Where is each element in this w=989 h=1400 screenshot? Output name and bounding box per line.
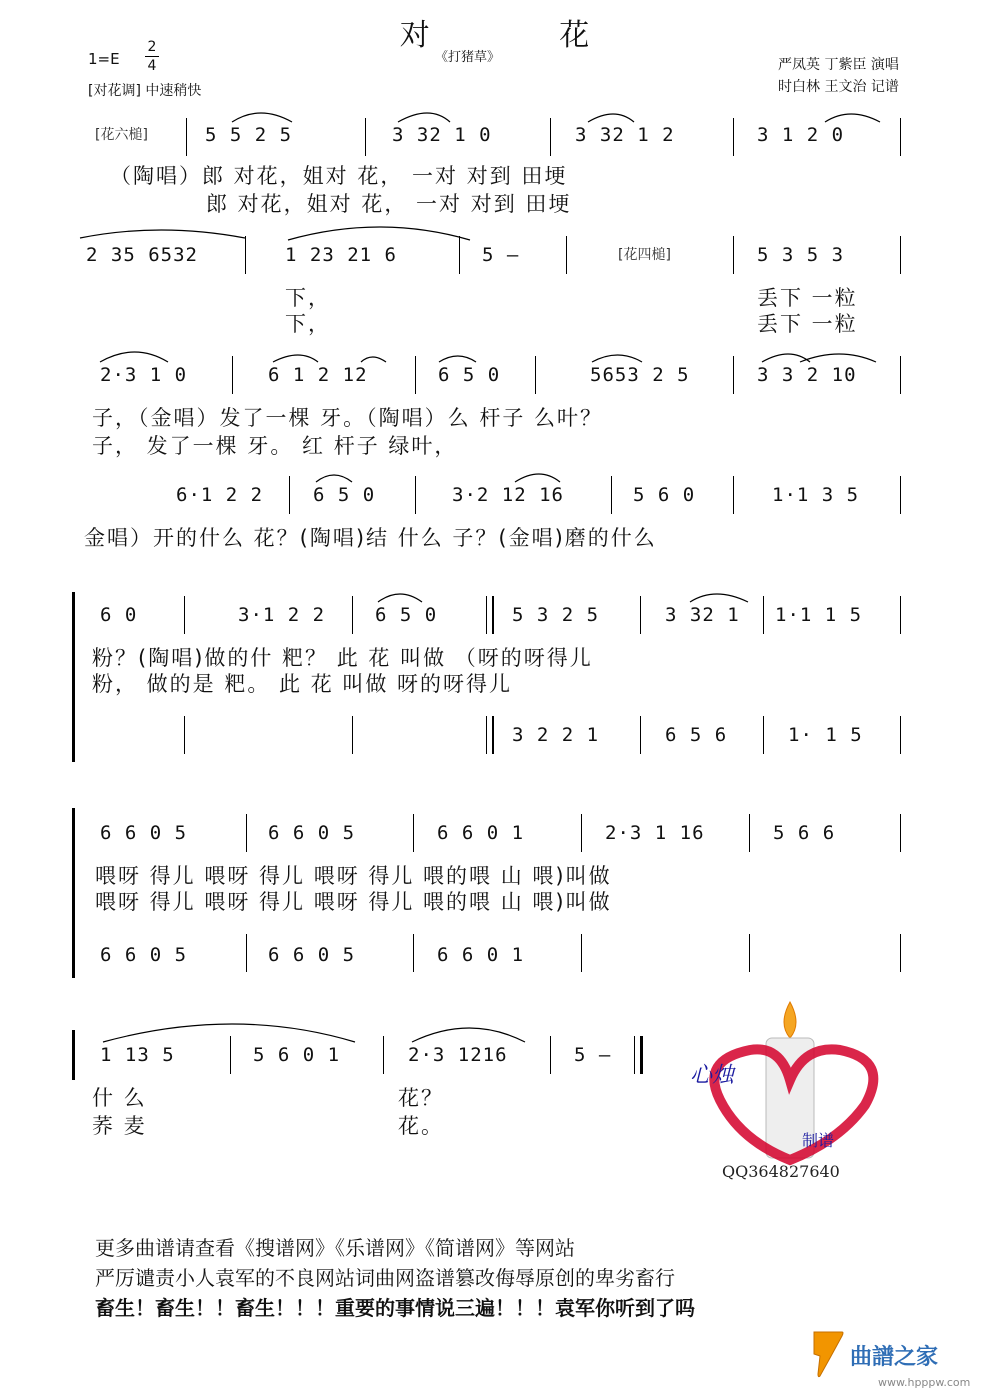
- measure-notes: 1 13 5: [100, 1044, 175, 1066]
- measure-notes: 6 5 0: [438, 364, 501, 386]
- lyric-line: 丢下 一粒: [757, 312, 858, 336]
- song-title: 对 花: [399, 18, 650, 53]
- slur: [316, 475, 352, 482]
- measure-notes: 6 5 0: [375, 604, 438, 626]
- measure-notes: 3 2 2 1: [512, 724, 600, 746]
- logo-qq: QQ364827640: [722, 1162, 840, 1181]
- lyric-line: 下，: [285, 312, 331, 336]
- time-signature-bottom: 4: [147, 58, 157, 74]
- measure-notes: 5 –: [574, 1044, 612, 1066]
- measure-notes: 6 5 6: [665, 724, 728, 746]
- measure-notes: 5 5 2 5: [205, 124, 293, 146]
- slur: [273, 355, 318, 362]
- measure-notes: 2·3 1 16: [605, 822, 705, 844]
- measure-notes: 2·3 1216: [408, 1044, 508, 1066]
- measure-notes: 6 5 0: [313, 484, 376, 506]
- measure-notes: 6 6 0 1: [437, 944, 525, 966]
- tempo-marking: [对花调] 中速稍快: [88, 83, 202, 99]
- lyric-line: 粉？(陶唱)做的什 粑？ 此 花 叫做 （呀的呀得儿: [92, 646, 593, 670]
- slur: [100, 352, 168, 362]
- measure-notes: 6 6 0 5: [100, 822, 188, 844]
- slur: [588, 114, 634, 122]
- brand-url: www.hpppw.com: [878, 1376, 971, 1389]
- measure-notes: 1· 1 5: [788, 724, 863, 746]
- slur: [232, 113, 292, 122]
- lyric-line: 花？: [398, 1086, 444, 1110]
- lyric-line: 丢下 一粒: [757, 286, 858, 310]
- measure-notes: 1·1 3 5: [772, 484, 860, 506]
- measure-notes: 3·1 2 2: [238, 604, 326, 626]
- measure-notes: 6 1 2 12: [268, 364, 368, 386]
- measure-notes: 1·1 1 5: [775, 604, 863, 626]
- lyric-line: 郎 对花，姐对 花， 一对 对到 田埂: [206, 192, 572, 216]
- brand-name: 曲譜之家: [850, 1345, 939, 1370]
- slur: [378, 594, 422, 602]
- slur: [412, 1028, 525, 1042]
- measure-notes: 6 0: [100, 604, 138, 626]
- footer-line-1: 更多曲谱请查看《搜谱网》《乐谱网》《简谱网》等网站: [95, 1236, 575, 1260]
- measure-notes: 5653 2 5: [590, 364, 690, 386]
- measure-notes: 2 35 6532: [86, 244, 198, 266]
- slur: [398, 113, 450, 122]
- measure-notes: 5 6 0 1: [253, 1044, 341, 1066]
- time-signature-top: 2: [147, 39, 157, 55]
- slur: [439, 356, 476, 362]
- brand-logo-icon: [808, 1328, 848, 1380]
- lyric-line: 粉， 做的是 粑。 此 花 叫做 呀的呀得儿: [92, 672, 513, 696]
- measure-notes: 3·2 12 16: [452, 484, 564, 506]
- lyric-line: 金唱）开的什么 花？(陶唱)结 什么 子？(金唱)磨的什么: [84, 526, 657, 550]
- measure-notes: 6 6 0 1: [437, 822, 525, 844]
- lyric-line: 喂呀 得儿 喂呀 得儿 喂呀 得儿 喂的喂 山 喂)叫做: [95, 890, 612, 914]
- song-subtitle: 《打猪草》: [434, 50, 500, 65]
- section-marker-husichui: [花四槌]: [618, 247, 671, 263]
- lyric-line: 喂呀 得儿 喂呀 得儿 喂呀 得儿 喂的喂 山 喂)叫做: [95, 864, 612, 888]
- measure-notes: 3 1 2 0: [757, 124, 845, 146]
- slur: [103, 1024, 355, 1042]
- lyric-line: 什 么: [92, 1086, 147, 1110]
- measure-notes: 3 32 1 0: [392, 124, 492, 146]
- section-marker-hualiuchui: [花六槌]: [95, 127, 148, 143]
- measure-notes: 1 23 21 6: [285, 244, 397, 266]
- lyric-line: （陶唱）郎 对花，姐对 花， 一对 对到 田埂: [110, 164, 568, 188]
- lyric-line: 花。: [398, 1114, 444, 1138]
- slur: [592, 355, 642, 362]
- transcribers-credit: 时白林 王文治 记谱: [778, 79, 899, 95]
- measure-notes: 3 3 2 10: [757, 364, 857, 386]
- measure-notes: 5 6 6: [773, 822, 836, 844]
- measure-notes: 3 32 1 2: [575, 124, 675, 146]
- measure-notes: 5 –: [482, 244, 520, 266]
- measure-notes: 6·1 2 2: [176, 484, 264, 506]
- slur: [825, 114, 880, 122]
- footer-line-3: 畜生！畜生！！畜生！！！重要的事情说三遍！！！袁军你听到了吗: [95, 1296, 695, 1320]
- measure-notes: 2·3 1 0: [100, 364, 188, 386]
- logo-label: 制谱: [802, 1131, 835, 1150]
- logo-text: 心烛: [690, 1063, 735, 1088]
- lyric-line: 子， 发了一棵 牙。 红 杆子 绿叶，: [92, 434, 458, 458]
- slur: [361, 357, 386, 362]
- slur: [690, 594, 748, 602]
- slur: [800, 354, 876, 362]
- footer-line-2: 严厉谴责小人袁军的不良网站词曲网盗谱篡改侮辱原创的卑劣畜行: [95, 1266, 675, 1290]
- measure-notes: 6 6 0 5: [268, 822, 356, 844]
- measure-notes: 6 6 0 5: [100, 944, 188, 966]
- key-signature: 1=E: [88, 50, 120, 68]
- slur: [80, 230, 245, 238]
- slur: [288, 227, 470, 240]
- singers-credit: 严凤英 丁紫臣 演唱: [778, 57, 899, 73]
- lyric-line: 下，: [285, 286, 331, 310]
- measure-notes: 6 6 0 5: [268, 944, 356, 966]
- measure-notes: 5 6 0: [633, 484, 696, 506]
- slur: [515, 474, 560, 482]
- measure-notes: 5 3 5 3: [757, 244, 845, 266]
- measure-notes: 3 32 1: [665, 604, 740, 626]
- lyric-line: 子，（金唱）发了一棵 牙。（陶唱）么 杆子 么叶？: [92, 406, 604, 430]
- measure-notes: 5 3 2 5: [512, 604, 600, 626]
- candle-heart-logo: [680, 990, 910, 1190]
- lyric-line: 荞 麦: [92, 1114, 147, 1138]
